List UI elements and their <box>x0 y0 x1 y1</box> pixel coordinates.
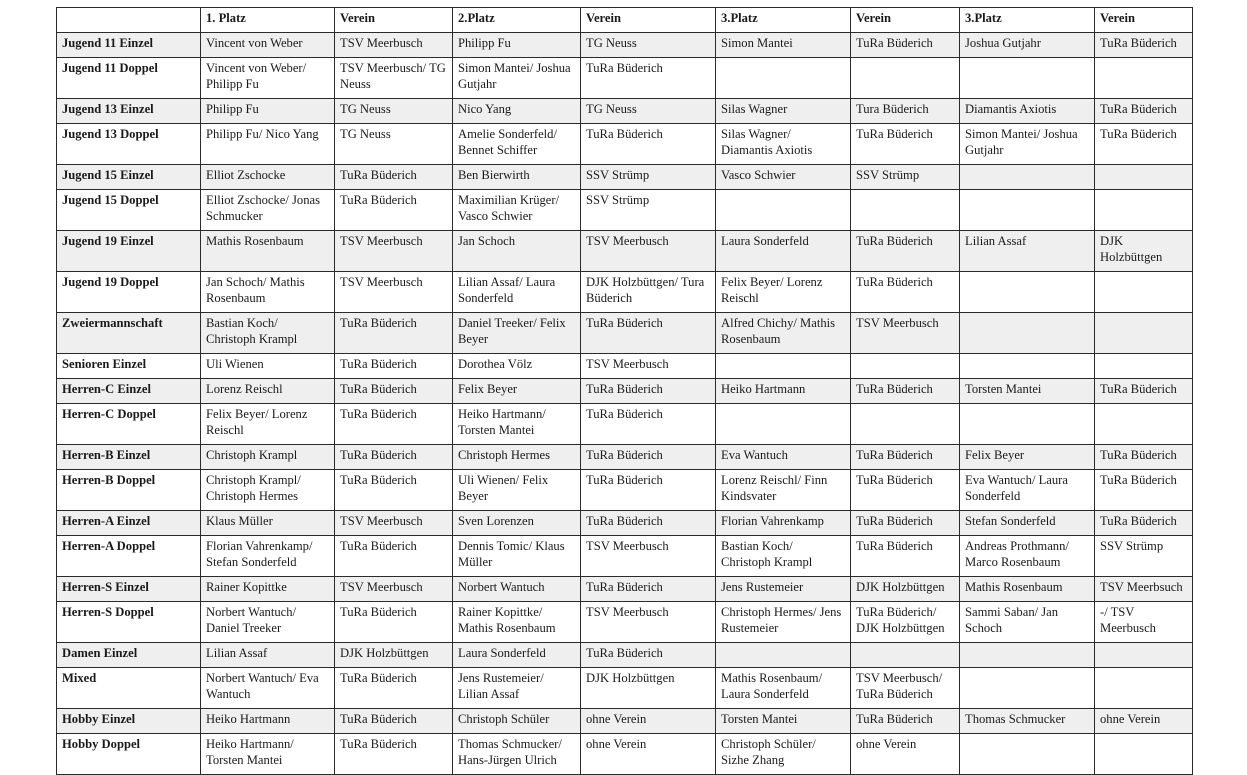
first-club-cell: TSV Meerbusch <box>335 511 453 536</box>
third-club-b-cell <box>1095 272 1193 313</box>
third-club-b-cell: TuRa Büderich <box>1095 99 1193 124</box>
category-cell: Jugend 13 Einzel <box>57 99 201 124</box>
third-club-a-cell: TuRa Büderich/ DJK Holzbüttgen <box>851 602 960 643</box>
second-place-cell: Philipp Fu <box>453 33 581 58</box>
third-place-a-cell: Silas Wagner <box>716 99 851 124</box>
third-place-a-cell: Christoph Schüler/ Sizhe Zhang <box>716 734 851 775</box>
third-place-b-cell <box>960 272 1095 313</box>
first-club-cell: TuRa Büderich <box>335 379 453 404</box>
header-first-place: 1. Platz <box>201 8 335 33</box>
third-club-a-cell <box>851 190 960 231</box>
third-place-a-cell: Eva Wantuch <box>716 445 851 470</box>
first-place-cell: Bastian Koch/ Christoph Krampl <box>201 313 335 354</box>
first-club-cell: TG Neuss <box>335 99 453 124</box>
header-category <box>57 8 201 33</box>
second-place-cell: Ben Bierwirth <box>453 165 581 190</box>
second-place-cell: Laura Sonderfeld <box>453 643 581 668</box>
second-place-cell: Rainer Kopittke/ Mathis Rosenbaum <box>453 602 581 643</box>
header-third-place-a: 3.Platz <box>716 8 851 33</box>
category-cell: Jugend 19 Doppel <box>57 272 201 313</box>
third-place-a-cell <box>716 354 851 379</box>
table-row <box>57 511 1193 536</box>
table-row <box>57 643 1193 668</box>
third-club-a-cell <box>851 354 960 379</box>
third-club-b-cell: TuRa Büderich <box>1095 33 1193 58</box>
first-club-cell: TuRa Büderich <box>335 190 453 231</box>
third-place-a-cell: Felix Beyer/ Lorenz Reischl <box>716 272 851 313</box>
table-row <box>57 734 1193 775</box>
second-club-cell: TSV Meerbusch <box>581 231 716 272</box>
second-place-cell: Thomas Schmucker/ Hans-Jürgen Ulrich <box>453 734 581 775</box>
third-club-a-cell: TuRa Büderich <box>851 272 960 313</box>
second-place-cell: Christoph Schüler <box>453 709 581 734</box>
category-cell: Herren-A Doppel <box>57 536 201 577</box>
results-table <box>56 7 1193 775</box>
table-row <box>57 272 1193 313</box>
third-club-b-cell <box>1095 58 1193 99</box>
second-club-cell: DJK Holzbüttgen <box>581 668 716 709</box>
third-club-b-cell: TSV Meerbsuch <box>1095 577 1193 602</box>
second-club-cell: TG Neuss <box>581 33 716 58</box>
category-cell: Damen Einzel <box>57 643 201 668</box>
second-club-cell: ohne Verein <box>581 709 716 734</box>
second-club-cell: TuRa Büderich <box>581 643 716 668</box>
third-club-a-cell: Tura Büderich <box>851 99 960 124</box>
third-club-a-cell: SSV Strümp <box>851 165 960 190</box>
third-place-a-cell: Simon Mantei <box>716 33 851 58</box>
third-club-b-cell: TuRa Büderich <box>1095 511 1193 536</box>
first-place-cell: Felix Beyer/ Lorenz Reischl <box>201 404 335 445</box>
first-club-cell: TSV Meerbusch <box>335 33 453 58</box>
second-club-cell: ohne Verein <box>581 734 716 775</box>
table-row <box>57 33 1193 58</box>
third-club-b-cell: TuRa Büderich <box>1095 445 1193 470</box>
third-club-b-cell: TuRa Büderich <box>1095 379 1193 404</box>
first-place-cell: Jan Schoch/ Mathis Rosenbaum <box>201 272 335 313</box>
table-row <box>57 354 1193 379</box>
first-place-cell: Klaus Müller <box>201 511 335 536</box>
third-place-b-cell: Lilian Assaf <box>960 231 1095 272</box>
first-place-cell: Heiko Hartmann/ Torsten Mantei <box>201 734 335 775</box>
first-club-cell: TuRa Büderich <box>335 404 453 445</box>
first-place-cell: Vincent von Weber/ Philipp Fu <box>201 58 335 99</box>
third-place-a-cell: Heiko Hartmann <box>716 379 851 404</box>
table-row <box>57 313 1193 354</box>
category-cell: Senioren Einzel <box>57 354 201 379</box>
second-club-cell: TG Neuss <box>581 99 716 124</box>
third-club-a-cell: TuRa Büderich <box>851 511 960 536</box>
third-place-a-cell: Bastian Koch/ Christoph Krampl <box>716 536 851 577</box>
second-club-cell: TuRa Büderich <box>581 445 716 470</box>
first-club-cell: TSV Meerbusch <box>335 577 453 602</box>
category-cell: Herren-C Doppel <box>57 404 201 445</box>
first-place-cell: Norbert Wantuch/ Daniel Treeker <box>201 602 335 643</box>
second-club-cell: TuRa Büderich <box>581 58 716 99</box>
first-place-cell: Mathis Rosenbaum <box>201 231 335 272</box>
second-place-cell: Jens Rustemeier/ Lilian Assaf <box>453 668 581 709</box>
table-row <box>57 404 1193 445</box>
second-club-cell: TuRa Büderich <box>581 313 716 354</box>
third-club-b-cell: ohne Verein <box>1095 709 1193 734</box>
third-place-b-cell <box>960 190 1095 231</box>
third-place-a-cell <box>716 58 851 99</box>
table-row <box>57 231 1193 272</box>
table-row <box>57 190 1193 231</box>
category-cell: Jugend 15 Doppel <box>57 190 201 231</box>
first-place-cell: Uli Wienen <box>201 354 335 379</box>
third-place-b-cell <box>960 734 1095 775</box>
third-place-b-cell: Eva Wantuch/ Laura Sonderfeld <box>960 470 1095 511</box>
first-club-cell: TSV Meerbusch <box>335 272 453 313</box>
first-place-cell: Lilian Assaf <box>201 643 335 668</box>
table-row <box>57 124 1193 165</box>
first-club-cell: TuRa Büderich <box>335 668 453 709</box>
second-club-cell: TuRa Büderich <box>581 124 716 165</box>
third-club-a-cell: TuRa Büderich <box>851 231 960 272</box>
third-place-a-cell: Laura Sonderfeld <box>716 231 851 272</box>
third-club-a-cell: TSV Meerbusch <box>851 313 960 354</box>
third-club-b-cell: TuRa Büderich <box>1095 470 1193 511</box>
third-place-b-cell: Mathis Rosenbaum <box>960 577 1095 602</box>
third-club-a-cell: TuRa Büderich <box>851 445 960 470</box>
third-place-b-cell <box>960 313 1095 354</box>
second-place-cell: Jan Schoch <box>453 231 581 272</box>
second-place-cell: Felix Beyer <box>453 379 581 404</box>
category-cell: Jugend 11 Doppel <box>57 58 201 99</box>
first-place-cell: Heiko Hartmann <box>201 709 335 734</box>
third-club-b-cell <box>1095 313 1193 354</box>
third-place-b-cell: Joshua Gutjahr <box>960 33 1095 58</box>
third-place-a-cell: Vasco Schwier <box>716 165 851 190</box>
header-third-club-b: Verein <box>1095 8 1193 33</box>
third-club-b-cell <box>1095 404 1193 445</box>
third-place-b-cell: Torsten Mantei <box>960 379 1095 404</box>
second-club-cell: SSV Strümp <box>581 165 716 190</box>
third-club-b-cell: DJK Holzbüttgen <box>1095 231 1193 272</box>
table-row <box>57 379 1193 404</box>
second-place-cell: Daniel Treeker/ Felix Beyer <box>453 313 581 354</box>
header-third-club-a: Verein <box>851 8 960 33</box>
second-club-cell: TuRa Büderich <box>581 470 716 511</box>
first-club-cell: TuRa Büderich <box>335 709 453 734</box>
table-row <box>57 602 1193 643</box>
second-club-cell: TuRa Büderich <box>581 511 716 536</box>
second-place-cell: Norbert Wantuch <box>453 577 581 602</box>
third-place-b-cell <box>960 643 1095 668</box>
first-club-cell: TuRa Büderich <box>335 354 453 379</box>
header-first-club: Verein <box>335 8 453 33</box>
first-club-cell: TuRa Büderich <box>335 165 453 190</box>
first-club-cell: TuRa Büderich <box>335 445 453 470</box>
category-cell: Hobby Doppel <box>57 734 201 775</box>
first-place-cell: Elliot Zschocke/ Jonas Schmucker <box>201 190 335 231</box>
table-row <box>57 99 1193 124</box>
third-club-b-cell: -/ TSV Meerbusch <box>1095 602 1193 643</box>
table-row <box>57 536 1193 577</box>
first-club-cell: TuRa Büderich <box>335 734 453 775</box>
first-place-cell: Lorenz Reischl <box>201 379 335 404</box>
first-place-cell: Philipp Fu <box>201 99 335 124</box>
third-place-b-cell: Andreas Prothmann/ Marco Rosenbaum <box>960 536 1095 577</box>
third-place-b-cell <box>960 354 1095 379</box>
table-row <box>57 577 1193 602</box>
third-club-a-cell: DJK Holzbüttgen <box>851 577 960 602</box>
second-club-cell: SSV Strümp <box>581 190 716 231</box>
second-place-cell: Simon Mantei/ Joshua Gutjahr <box>453 58 581 99</box>
third-place-a-cell: Silas Wagner/ Diamantis Axiotis <box>716 124 851 165</box>
third-place-a-cell: Lorenz Reischl/ Finn Kindsvater <box>716 470 851 511</box>
third-club-a-cell: TuRa Büderich <box>851 709 960 734</box>
third-club-b-cell <box>1095 643 1193 668</box>
third-place-b-cell: Thomas Schmucker <box>960 709 1095 734</box>
third-place-b-cell: Felix Beyer <box>960 445 1095 470</box>
category-cell: Jugend 15 Einzel <box>57 165 201 190</box>
third-place-b-cell <box>960 668 1095 709</box>
category-cell: Mixed <box>57 668 201 709</box>
third-place-a-cell <box>716 190 851 231</box>
table-row <box>57 445 1193 470</box>
third-place-a-cell: Christoph Hermes/ Jens Rustemeier <box>716 602 851 643</box>
first-club-cell: TuRa Büderich <box>335 602 453 643</box>
category-cell: Herren-S Doppel <box>57 602 201 643</box>
third-club-a-cell: TuRa Büderich <box>851 536 960 577</box>
second-place-cell: Uli Wienen/ Felix Beyer <box>453 470 581 511</box>
third-club-b-cell <box>1095 734 1193 775</box>
third-place-b-cell <box>960 165 1095 190</box>
table-row <box>57 709 1193 734</box>
third-place-a-cell: Florian Vahrenkamp <box>716 511 851 536</box>
table-row <box>57 470 1193 511</box>
first-club-cell: TSV Meerbusch <box>335 231 453 272</box>
third-club-b-cell: SSV Strümp <box>1095 536 1193 577</box>
second-club-cell: DJK Holzbüttgen/ Tura Büderich <box>581 272 716 313</box>
third-place-a-cell: Alfred Chichy/ Mathis Rosenbaum <box>716 313 851 354</box>
third-place-b-cell <box>960 404 1095 445</box>
third-club-a-cell: TSV Meerbusch/ TuRa Büderich <box>851 668 960 709</box>
third-club-a-cell: ohne Verein <box>851 734 960 775</box>
third-club-b-cell <box>1095 668 1193 709</box>
second-club-cell: TSV Meerbusch <box>581 602 716 643</box>
third-club-b-cell <box>1095 165 1193 190</box>
third-club-a-cell: TuRa Büderich <box>851 470 960 511</box>
second-place-cell: Christoph Hermes <box>453 445 581 470</box>
first-club-cell: TG Neuss <box>335 124 453 165</box>
header-row <box>57 8 1193 33</box>
first-place-cell: Rainer Kopittke <box>201 577 335 602</box>
first-club-cell: TuRa Büderich <box>335 313 453 354</box>
third-club-b-cell: TuRa Büderich <box>1095 124 1193 165</box>
results-body <box>57 33 1193 775</box>
category-cell: Zweiermannschaft <box>57 313 201 354</box>
category-cell: Herren-C Einzel <box>57 379 201 404</box>
second-place-cell: Nico Yang <box>453 99 581 124</box>
third-place-a-cell: Torsten Mantei <box>716 709 851 734</box>
category-cell: Jugend 13 Doppel <box>57 124 201 165</box>
third-place-a-cell <box>716 643 851 668</box>
second-club-cell: TSV Meerbusch <box>581 536 716 577</box>
table-row <box>57 58 1193 99</box>
category-cell: Jugend 19 Einzel <box>57 231 201 272</box>
header-second-place: 2.Platz <box>453 8 581 33</box>
third-place-a-cell: Mathis Rosenbaum/ Laura Sonderfeld <box>716 668 851 709</box>
header-third-place-b: 3.Platz <box>960 8 1095 33</box>
third-club-a-cell <box>851 404 960 445</box>
category-cell: Herren-S Einzel <box>57 577 201 602</box>
first-place-cell: Vincent von Weber <box>201 33 335 58</box>
category-cell: Herren-A Einzel <box>57 511 201 536</box>
third-place-b-cell: Sammi Saban/ Jan Schoch <box>960 602 1095 643</box>
first-club-cell: TSV Meerbusch/ TG Neuss <box>335 58 453 99</box>
third-club-a-cell: TuRa Büderich <box>851 33 960 58</box>
category-cell: Hobby Einzel <box>57 709 201 734</box>
table-row <box>57 668 1193 709</box>
category-cell: Herren-B Doppel <box>57 470 201 511</box>
third-place-b-cell: Simon Mantei/ Joshua Gutjahr <box>960 124 1095 165</box>
table-row <box>57 165 1193 190</box>
third-club-a-cell <box>851 643 960 668</box>
second-place-cell: Dennis Tomic/ Klaus Müller <box>453 536 581 577</box>
third-place-b-cell <box>960 58 1095 99</box>
category-cell: Jugend 11 Einzel <box>57 33 201 58</box>
second-club-cell: TuRa Büderich <box>581 404 716 445</box>
first-place-cell: Christoph Krampl <box>201 445 335 470</box>
second-place-cell: Maximilian Krüger/ Vasco Schwier <box>453 190 581 231</box>
second-place-cell: Lilian Assaf/ Laura Sonderfeld <box>453 272 581 313</box>
first-club-cell: TuRa Büderich <box>335 470 453 511</box>
header-second-club: Verein <box>581 8 716 33</box>
third-club-a-cell: TuRa Büderich <box>851 379 960 404</box>
first-club-cell: DJK Holzbüttgen <box>335 643 453 668</box>
second-place-cell: Sven Lorenzen <box>453 511 581 536</box>
category-cell: Herren-B Einzel <box>57 445 201 470</box>
first-place-cell: Philipp Fu/ Nico Yang <box>201 124 335 165</box>
second-place-cell: Heiko Hartmann/ Torsten Mantei <box>453 404 581 445</box>
second-club-cell: TuRa Büderich <box>581 577 716 602</box>
third-place-a-cell <box>716 404 851 445</box>
first-place-cell: Elliot Zschocke <box>201 165 335 190</box>
second-place-cell: Dorothea Völz <box>453 354 581 379</box>
first-place-cell: Norbert Wantuch/ Eva Wantuch <box>201 668 335 709</box>
third-club-a-cell <box>851 58 960 99</box>
first-place-cell: Florian Vahrenkamp/ Stefan Sonderfeld <box>201 536 335 577</box>
third-club-a-cell: TuRa Büderich <box>851 124 960 165</box>
second-place-cell: Amelie Sonderfeld/ Bennet Schiffer <box>453 124 581 165</box>
third-place-b-cell: Stefan Sonderfeld <box>960 511 1095 536</box>
first-club-cell: TuRa Büderich <box>335 536 453 577</box>
third-club-b-cell <box>1095 354 1193 379</box>
third-place-b-cell: Diamantis Axiotis <box>960 99 1095 124</box>
second-club-cell: TSV Meerbusch <box>581 354 716 379</box>
third-club-b-cell <box>1095 190 1193 231</box>
second-club-cell: TuRa Büderich <box>581 379 716 404</box>
first-place-cell: Christoph Krampl/ Christoph Hermes <box>201 470 335 511</box>
third-place-a-cell: Jens Rustemeier <box>716 577 851 602</box>
